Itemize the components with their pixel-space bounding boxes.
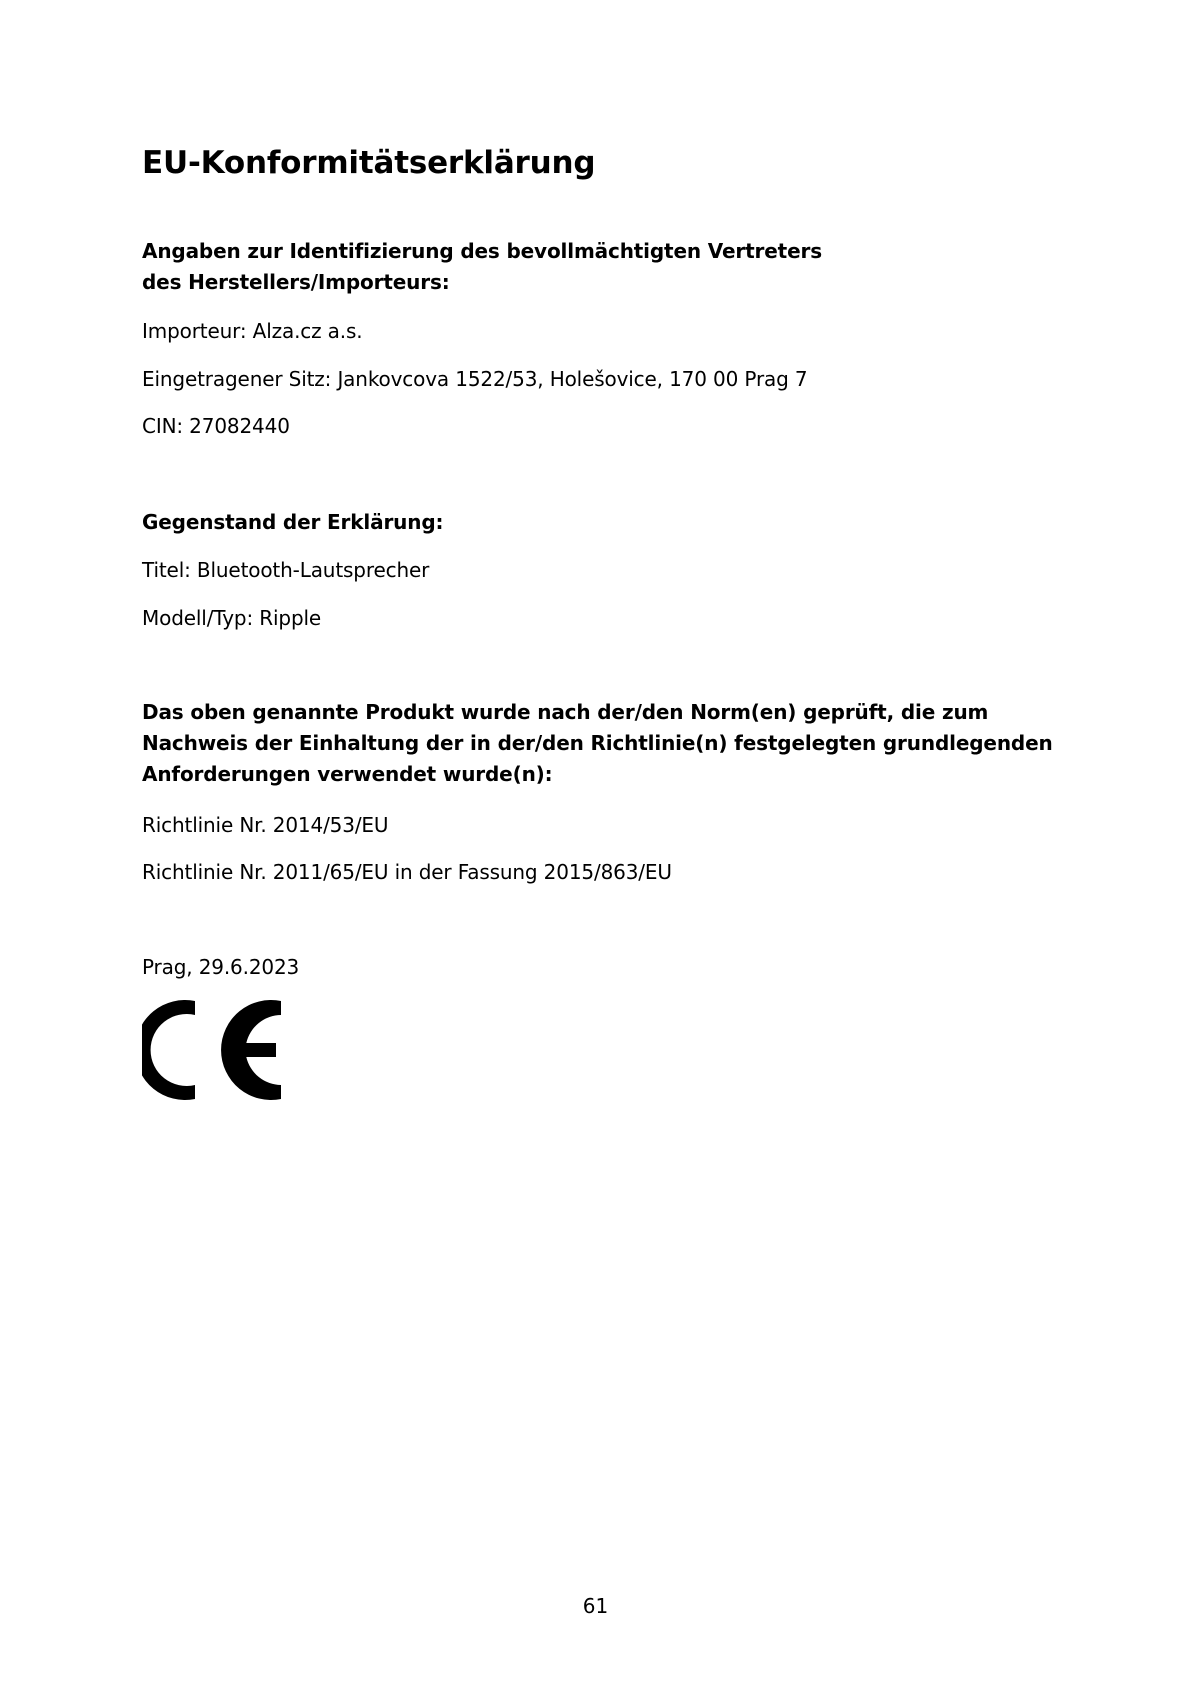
subject-heading: Gegenstand der Erklärung:: [142, 510, 444, 534]
page-number: 61: [582, 1594, 609, 1618]
identification-heading: Angaben zur Identifizierung des bevollmächtigten Vertreters des Herstellers/Importeurs:: [142, 239, 822, 294]
ce-mark-icon: [142, 1000, 282, 1101]
directive-line-1: Richtlinie Nr. 2014/53/EU: [142, 813, 389, 837]
standards-heading: Das oben genannte Produkt wurde nach der/den Norm(en) geprüft, die zum Nachweis der Einhaltung der in der/den Richtlinie(n) festgelegten grundlegenden Anforderungen verwendet wurde(n):: [142, 700, 1053, 786]
directive-line-2: Richtlinie Nr. 2011/65/EU in der Fassung 2015/863/EU: [142, 860, 672, 884]
importer-line: Importeur: Alza.cz a.s.: [142, 319, 363, 343]
page-title: EU-Konformitätserklärung: [142, 145, 596, 181]
cin-line: CIN: 27082440: [142, 414, 290, 438]
model-line: Modell/Typ: Ripple: [142, 606, 322, 630]
product-title-line: Titel: Bluetooth-Lautsprecher: [142, 558, 430, 582]
place-date-line: Prag, 29.6.2023: [142, 955, 300, 979]
registered-office-line: Eingetragener Sitz: Jankovcova 1522/53, Holešovice, 170 00 Prag 7: [142, 367, 808, 391]
